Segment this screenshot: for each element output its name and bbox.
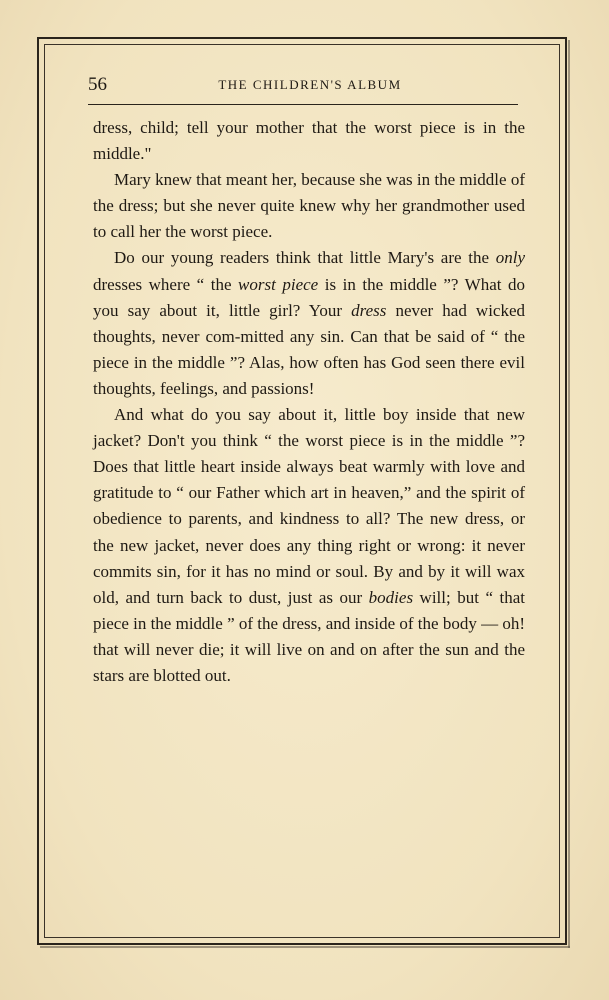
page-border-shadow-right: [568, 40, 570, 948]
paragraph-1-text: dress, child; tell your mother that the worst piece is in the middle.": [93, 118, 525, 164]
paragraph-3-text-b: dresses where “ the: [93, 274, 239, 294]
paragraph-3-text-d: never had wicked thoughts, never com-mitted any sin. Can that be said of “ the piece in the middle ”? Alas, how often has God seen there evil thoughts, feelings, and passions!: [93, 300, 526, 398]
paragraph-1: [93, 115, 525, 167]
paragraph-2-text: Mary knew that meant her, because she was in the middle of the dress; but she never quite knew why her grandmother used to call her the worst piece.: [93, 170, 525, 242]
paragraph-3: [93, 245, 525, 402]
paragraph-3-text-c: is in the middle ”? What do you say about it, little girl? Your: [93, 274, 525, 320]
paragraph-2: [93, 167, 525, 245]
running-head: [88, 72, 518, 98]
paragraph-4-text-a: And what do you say about it, little boy inside that new jacket? Don't you think “ the worst piece is in the middle ”? Does that little heart inside always beat warmly with love and gratitude to “ our Father which art in heaven,” and the spirit of obedience to parents, and kindness to all? The new dress, or the new jacket, never does any thing right or wrong: it never commits sin, for it has no mind or soul. By and by it will wax old, and turn back to dust, just as our: [93, 405, 525, 607]
running-title: THE CHILDREN'S ALBUM: [218, 77, 402, 92]
paragraph-3-italic-worst-piece: worst piece: [238, 274, 319, 294]
paragraph-4-italic-bodies: bodies: [368, 587, 414, 607]
paragraph-3-italic-only: only: [495, 248, 525, 268]
paragraph-4-text-b: will; but “ that piece in the middle ” of the dress, and inside of the body — oh! that will never die; it will live on and on after the sun and the stars are blotted out.: [93, 587, 525, 685]
page-number: 56: [88, 74, 107, 95]
page-border-shadow-bottom: [40, 946, 570, 948]
paragraph-4: [93, 402, 525, 689]
paragraph-3-text-a: Do our young readers think that little Mary's are the: [114, 248, 496, 268]
header-rule: [88, 104, 518, 105]
body-text: [93, 115, 525, 689]
paragraph-3-italic-dress: dress: [351, 300, 387, 320]
